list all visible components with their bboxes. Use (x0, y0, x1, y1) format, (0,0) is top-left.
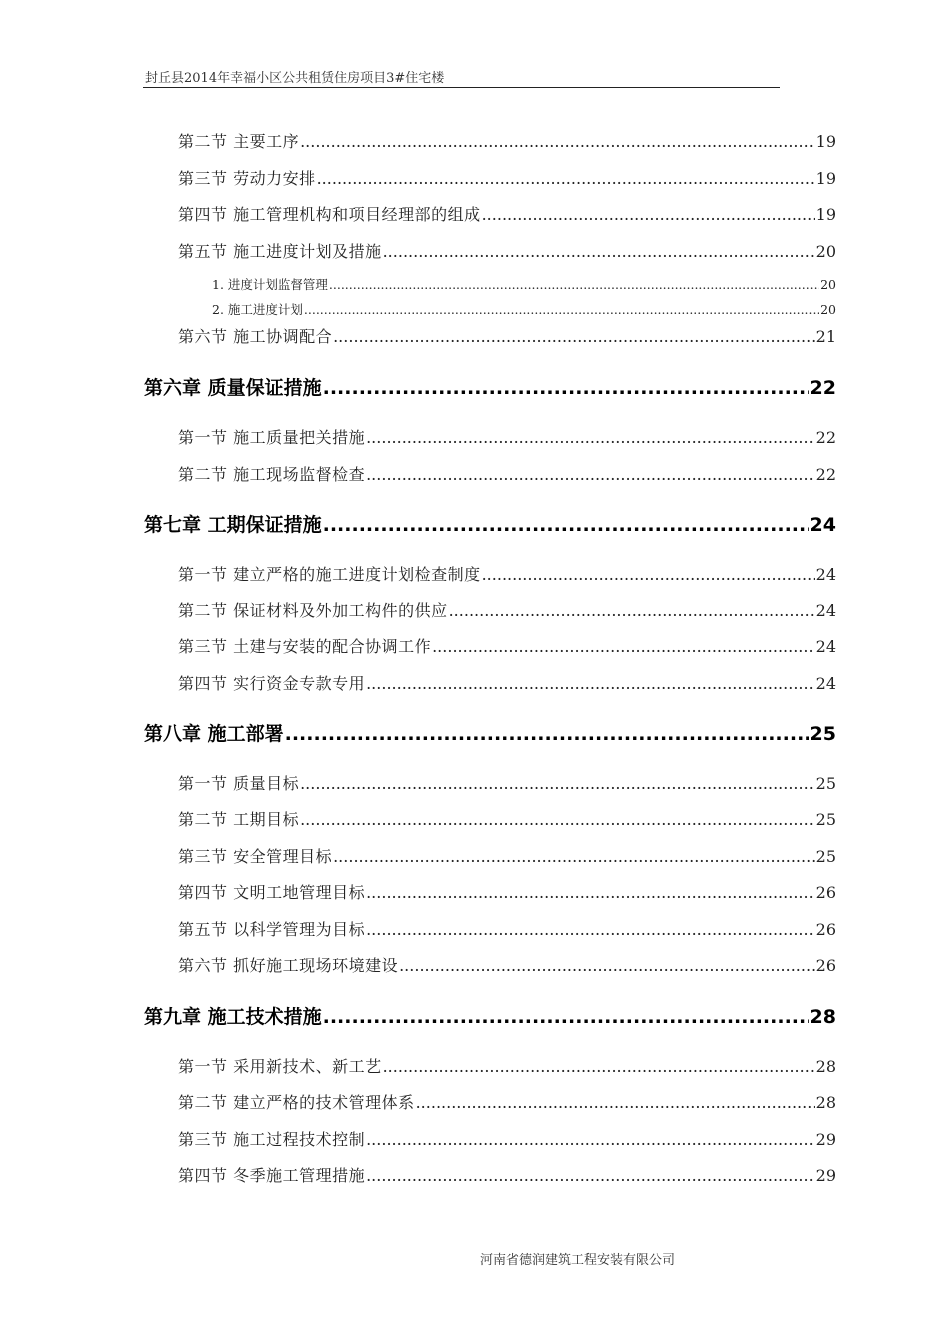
toc-entry-label: 第五节 施工进度计划及措施 (178, 242, 382, 261)
toc-dot-leader (416, 1093, 815, 1112)
toc-entry-section[interactable] (178, 880, 836, 903)
toc-dot-leader (482, 205, 815, 224)
toc-entry-section[interactable] (178, 129, 836, 152)
toc-entry-label: 第三节 劳动力安排 (178, 169, 316, 188)
toc-entry-page-number: 25 (815, 810, 836, 829)
toc-dot-leader (482, 565, 815, 584)
toc-dot-leader (333, 847, 815, 866)
toc-entry-section[interactable] (178, 239, 836, 262)
toc-entry-page-number: 21 (815, 327, 836, 346)
toc-entry-label: 第六节 抓好施工现场环境建设 (178, 956, 399, 975)
toc-entry-label: 第四节 施工管理机构和项目经理部的组成 (178, 205, 481, 224)
toc-dot-leader (432, 637, 815, 656)
toc-entry-page-number: 28 (809, 1006, 836, 1028)
page-header-title: 封丘县2014年幸福小区公共租赁住房项目3#住宅楼 (145, 71, 445, 86)
toc-dot-leader (366, 920, 815, 939)
toc-entry-page-number: 24 (815, 565, 836, 584)
toc-entry-label: 第一节 施工质量把关措施 (178, 428, 366, 447)
toc-dot-leader (300, 774, 815, 793)
toc-entry-page-number: 22 (815, 465, 836, 484)
toc-entry-label: 第六节 施工协调配合 (178, 327, 333, 346)
toc-entry-label: 第四节 实行资金专款专用 (178, 674, 366, 693)
toc-entry-page-number: 20 (815, 242, 836, 261)
toc-entry-page-number: 26 (815, 883, 836, 902)
toc-entry-section[interactable] (178, 202, 836, 225)
toc-dot-leader (323, 1006, 809, 1028)
toc-entry-label: 第四节 冬季施工管理措施 (178, 1166, 366, 1185)
toc-entry-section[interactable] (178, 598, 836, 621)
toc-entry-label: 第一节 质量目标 (178, 774, 300, 793)
toc-dot-leader (449, 601, 815, 620)
toc-dot-leader (366, 1130, 815, 1149)
toc-entry-label: 第一节 建立严格的施工进度计划检查制度 (178, 565, 481, 584)
toc-entry-section[interactable] (178, 425, 836, 448)
toc-dot-leader (300, 810, 815, 829)
toc-entry-label: 第三节 安全管理目标 (178, 847, 333, 866)
toc-entry-chapter[interactable] (144, 373, 836, 400)
toc-dot-leader (366, 883, 815, 902)
toc-dot-leader (383, 242, 815, 261)
toc-entry-label: 2. 施工进度计划 (212, 302, 303, 317)
toc-entry-page-number: 22 (809, 377, 836, 399)
toc-entry-section[interactable] (178, 807, 836, 830)
toc-entry-label: 第二节 保证材料及外加工构件的供应 (178, 601, 448, 620)
toc-entry-section[interactable] (178, 917, 836, 940)
toc-entry-label: 第三节 土建与安装的配合协调工作 (178, 637, 432, 656)
toc-entry-page-number: 20 (820, 277, 836, 292)
toc-entry-label: 1. 进度计划监督管理 (212, 277, 328, 292)
toc-entry-label: 第四节 文明工地管理目标 (178, 883, 366, 902)
toc-dot-leader (333, 327, 815, 346)
toc-entry-page-number: 28 (815, 1057, 836, 1076)
toc-dot-leader (399, 956, 815, 975)
toc-entry-page-number: 19 (815, 132, 836, 151)
toc-entry-page-number: 19 (815, 205, 836, 224)
toc-entry-page-number: 24 (815, 637, 836, 656)
toc-entry-page-number: 20 (820, 302, 836, 317)
toc-entry-page-number: 22 (815, 428, 836, 447)
toc-dot-leader (329, 277, 819, 292)
toc-entry-chapter[interactable] (144, 510, 836, 537)
toc-entry-page-number: 29 (815, 1130, 836, 1149)
toc-entry-section[interactable] (178, 953, 836, 976)
toc-entry-page-number: 25 (815, 774, 836, 793)
toc-entry-section[interactable] (178, 1054, 836, 1077)
toc-entry-label: 第五节 以科学管理为目标 (178, 920, 366, 939)
toc-dot-leader (304, 302, 819, 317)
toc-entry-label: 第二节 主要工序 (178, 132, 300, 151)
toc-entry-label: 第七章 工期保证措施 (144, 514, 322, 536)
toc-entry-label: 第二节 工期目标 (178, 810, 300, 829)
toc-entry-section[interactable] (178, 1163, 836, 1186)
toc-entry-label: 第二节 建立严格的技术管理体系 (178, 1093, 415, 1112)
toc-entry-page-number: 24 (815, 601, 836, 620)
toc-entry-label: 第一节 采用新技术、新工艺 (178, 1057, 382, 1076)
toc-dot-leader (366, 465, 815, 484)
toc-entry-page-number: 19 (815, 169, 836, 188)
toc-entry-page-number: 29 (815, 1166, 836, 1185)
toc-dot-leader (285, 723, 809, 745)
toc-entry-page-number: 25 (815, 847, 836, 866)
toc-entry-page-number: 28 (815, 1093, 836, 1112)
toc-entry-page-number: 24 (815, 674, 836, 693)
toc-entry-page-number: 26 (815, 956, 836, 975)
toc-entry-subitem[interactable] (212, 300, 836, 318)
toc-entry-chapter[interactable] (144, 1002, 836, 1029)
footer-company-name: 河南省德润建筑工程安装有限公司 (480, 1253, 676, 1268)
toc-entry-section[interactable] (178, 771, 836, 794)
toc-dot-leader (383, 1057, 815, 1076)
toc-entry-section[interactable] (178, 562, 836, 585)
toc-entry-label: 第二节 施工现场监督检查 (178, 465, 366, 484)
toc-entry-label: 第三节 施工过程技术控制 (178, 1130, 366, 1149)
toc-entry-label: 第八章 施工部署 (144, 723, 284, 745)
header-divider (143, 87, 780, 88)
toc-entry-section[interactable] (178, 1127, 836, 1150)
toc-entry-section[interactable] (178, 462, 836, 485)
toc-entry-section[interactable] (178, 844, 836, 867)
toc-dot-leader (366, 1166, 815, 1185)
toc-dot-leader (366, 674, 815, 693)
toc-entry-label: 第六章 质量保证措施 (144, 377, 322, 399)
toc-entry-page-number: 25 (809, 723, 836, 745)
toc-entry-section[interactable] (178, 166, 836, 189)
toc-entry-page-number: 24 (809, 514, 836, 536)
toc-entry-section[interactable] (178, 671, 836, 694)
toc-dot-leader (300, 132, 815, 151)
toc-entry-page-number: 26 (815, 920, 836, 939)
toc-entry-section[interactable] (178, 634, 836, 657)
toc-dot-leader (317, 169, 815, 188)
toc-dot-leader (323, 514, 809, 536)
toc-dot-leader (366, 428, 815, 447)
toc-dot-leader (323, 377, 809, 399)
toc-entry-section[interactable] (178, 324, 836, 347)
toc-entry-label: 第九章 施工技术措施 (144, 1006, 322, 1028)
toc-entry-subitem[interactable] (212, 275, 836, 293)
toc-entry-section[interactable] (178, 1090, 836, 1113)
toc-entry-chapter[interactable] (144, 719, 836, 746)
